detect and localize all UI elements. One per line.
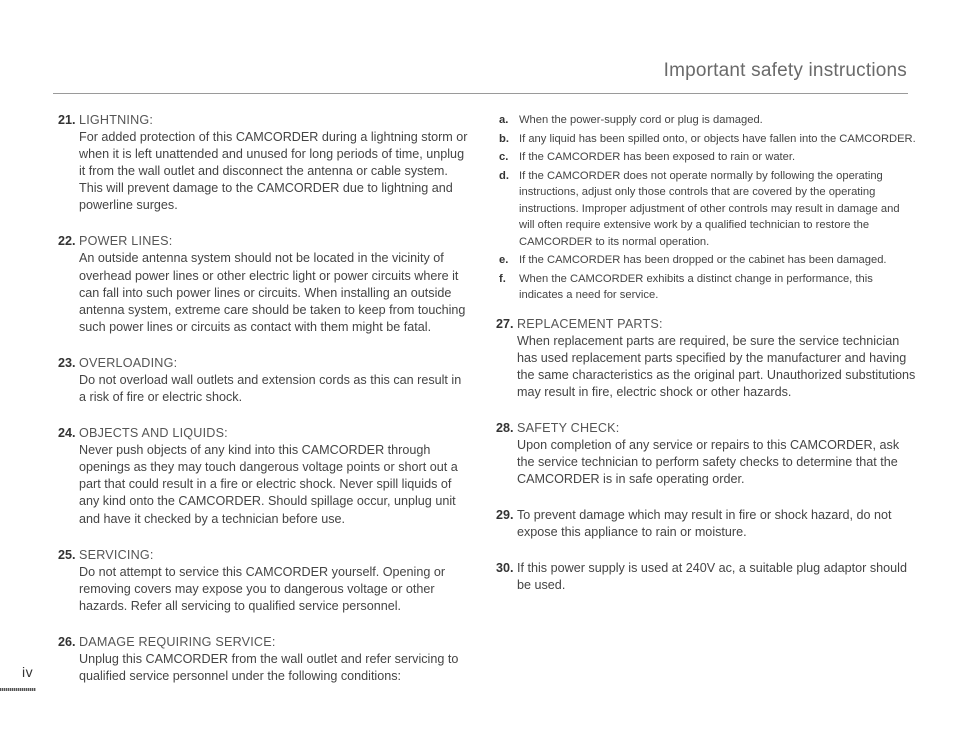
item-heading: REPLACEMENT PARTS:: [517, 316, 663, 331]
condition-item: [496, 131, 916, 148]
item-body: To prevent damage which may result in fire or shock hazard, do not expose this appliance to rain or moisture.: [517, 508, 892, 540]
item-heading: DAMAGE REQUIRING SERVICE:: [79, 634, 276, 649]
condition-text: If the CAMCORDER has been exposed to rain or water.: [519, 151, 796, 163]
item-body: Never push objects of any kind into this CAMCORDER through openings as they may touch dangerous voltage points or short out a part that could result in a fire or electric shock. Never spill liquids of any kind onto the CAMCORDER. Should spillage occur, unplug unit and have it checked by a technician before use.: [79, 443, 458, 526]
page-corner-mark: [0, 688, 36, 691]
title-divider: [53, 93, 908, 94]
condition-text: If any liquid has been spilled onto, or objects have fallen into the CAMCORDER.: [519, 132, 916, 145]
condition-item: [496, 149, 916, 166]
item-number: 26.: [58, 634, 76, 649]
condition-item: [496, 168, 916, 251]
item-body: An outside antenna system should not be located in the vicinity of overhead power lines or other electric light or power circuits where it can fall into such power lines or circuits. When installing an outside antenna system, extreme care should be taken to keep from touching such power lines or circuits as contact with them might be fatal.: [79, 251, 466, 334]
item-damage-requiring-service: [58, 634, 470, 685]
item-body: When replacement parts are required, be sure the service technician has used replacement parts specified by the manufacturer and having the same characteristics as the original part. Unauthorized substitutions may result in fire, electric shock or other hazards.: [517, 333, 916, 399]
item-number: 30.: [496, 561, 514, 576]
page-title: Important safety instructions: [663, 60, 907, 81]
item-heading: OVERLOADING:: [79, 355, 178, 370]
item-objects-liquids: [58, 425, 470, 527]
page-number: iv: [22, 664, 34, 680]
condition-letter: b.: [499, 132, 509, 145]
condition-letter: f.: [499, 272, 506, 285]
item-power-lines: [58, 233, 470, 335]
item-servicing: [58, 547, 470, 615]
condition-letter: c.: [499, 151, 509, 163]
item-number: 27.: [496, 316, 514, 331]
condition-letter: a.: [499, 114, 509, 126]
item-lightning: [58, 112, 470, 214]
item-number: 24.: [58, 426, 76, 441]
item-number: 29.: [496, 508, 514, 523]
item-body: Do not overload wall outlets and extension cords as this can result in a risk of fire or electric shock.: [79, 372, 462, 405]
item-number: 25.: [58, 547, 76, 562]
condition-text: When the power-supply cord or plug is damaged.: [519, 114, 763, 126]
item-number: 22.: [58, 234, 76, 249]
item-heading: SAFETY CHECK:: [517, 420, 620, 435]
item-safety-check: [496, 420, 916, 488]
condition-item: [496, 112, 916, 129]
item-replacement-parts: [496, 316, 916, 401]
item-body: For added protection of this CAMCORDER during a lightning storm or when it is left unattended and unused for long periods of time, unplug it from the wall outlet and disconnect the antenna or cable system. This will prevent damage to the CAMCORDER due to lightning and powerline surges.: [79, 130, 468, 213]
item-body: Upon completion of any service or repairs to this CAMCORDER, ask the service technician to perform safety checks to determine that the CAMCORDER is in safe operating order.: [517, 437, 900, 487]
condition-text: When the CAMCORDER exhibits a distinct change in performance, this indicates a need for service.: [519, 272, 873, 301]
condition-item: [496, 252, 916, 269]
condition-letter: d.: [499, 169, 509, 182]
condition-text: If the CAMCORDER has been dropped or the cabinet has been damaged.: [519, 254, 887, 266]
item-heading: OBJECTS AND LIQUIDS:: [79, 426, 228, 441]
condition-letter: e.: [499, 254, 509, 266]
item-moisture-warning: [496, 507, 916, 541]
item-heading: LIGHTNING:: [79, 113, 154, 127]
item-body: If this power supply is used at 240V ac, a suitable plug adaptor should be used.: [517, 561, 907, 593]
condition-text: If the CAMCORDER does not operate normally by following the operating instructions, adjust only those controls that are covered by the operating instructions. Improper adjustment of other controls may result in damage and will often require extensive work by a qualified technician to restore the CAMCORDER to its normal operation.: [519, 169, 900, 248]
item-number: 28.: [496, 420, 514, 435]
item-heading: SERVICING:: [79, 547, 154, 562]
item-number: 21.: [58, 113, 76, 127]
item-body: Unplug this CAMCORDER from the wall outlet and refer servicing to qualified service personnel under the following conditions:: [79, 651, 459, 683]
right-column: [496, 112, 916, 614]
left-column: [58, 112, 470, 704]
item-overloading: [58, 355, 470, 406]
item-body: Do not attempt to service this CAMCORDER yourself. Opening or removing covers may expose you to dangerous voltage or other hazards. Refer all servicing to qualified service personnel.: [79, 564, 446, 613]
condition-item: [496, 271, 916, 304]
item-plug-adaptor: [496, 560, 916, 594]
item-heading: POWER LINES:: [79, 234, 173, 249]
item-number: 23.: [58, 355, 76, 370]
service-conditions-list: [496, 112, 916, 304]
